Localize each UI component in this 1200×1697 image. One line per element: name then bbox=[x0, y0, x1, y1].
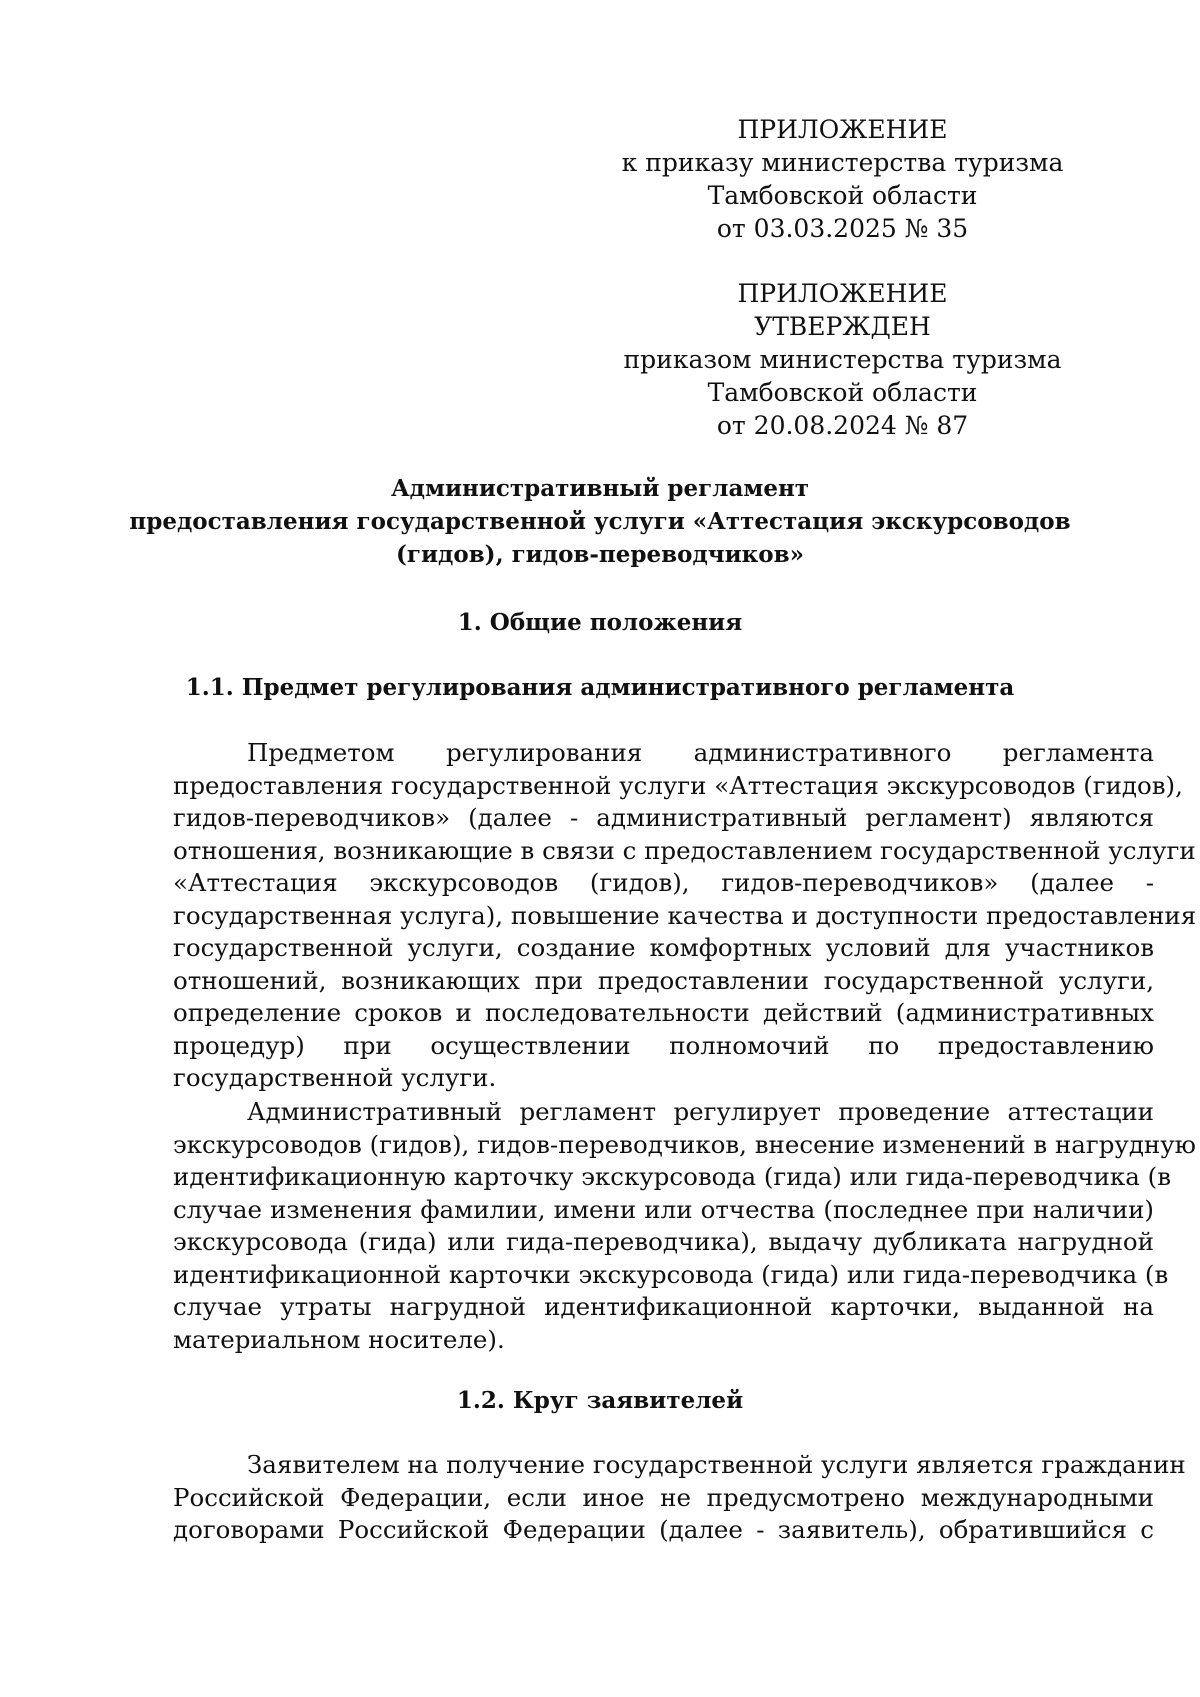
paragraph-line: материальном носителе). bbox=[173, 1324, 505, 1354]
document-title-line: Административный регламент bbox=[390, 475, 810, 502]
paragraph-line: договорами Российской Федерации (далее - заявитель), обратившийся с bbox=[173, 1515, 1154, 1544]
section-1-heading bbox=[0, 606, 1200, 639]
appendix-heading: ПРИЛОЖЕНИЕ bbox=[737, 115, 948, 144]
document-title-line: (гидов), гидов-переводчиков» bbox=[396, 541, 804, 568]
paragraph-line: Заявителем на получение государственной услуги является гражданин bbox=[247, 1450, 1186, 1479]
document-title bbox=[0, 472, 1200, 571]
paragraph-line: идентификационную карточку экскурсовода (гида) или гида-переводчика (в bbox=[173, 1162, 1171, 1191]
paragraph-line: государственная услуга), повышение качества и доступности предоставления bbox=[173, 900, 1197, 930]
section-1-title: 1. Общие положения bbox=[457, 609, 743, 636]
paragraph-line: экскурсовода (гида) или гида-переводчика), выдачу дубликата нагрудной bbox=[173, 1227, 1154, 1256]
paragraph-line: отношения, возникающие в связи с предоставлением государственной услуги bbox=[173, 835, 1196, 865]
paragraph-line: Предметом регулирования административного регламента bbox=[247, 738, 1154, 767]
section-1-1-paragraph-1 bbox=[173, 737, 1197, 1095]
approved-order-line: приказом министерства туризма bbox=[623, 345, 1062, 374]
paragraph-line: идентификационной карточки экскурсовода (гида) или гида-переводчика (в bbox=[173, 1259, 1169, 1289]
approved-label: УТВЕРЖДЕН bbox=[754, 312, 931, 341]
paragraph-line: «Аттестация экскурсоводов (гидов), гидов-переводчиков» (далее - bbox=[173, 868, 1154, 897]
paragraph-line: отношений, возникающих при предоставлении государственной услуги, bbox=[173, 965, 1154, 995]
paragraph-line: определение сроков и последовательности действий (административных bbox=[173, 998, 1154, 1027]
appendix-date-line: от 03.03.2025 № 35 bbox=[716, 214, 969, 243]
approved-appendix-heading: ПРИЛОЖЕНИЕ bbox=[737, 279, 948, 308]
approved-date-line: от 20.08.2024 № 87 bbox=[716, 411, 969, 440]
section-1-2-heading bbox=[0, 1384, 1200, 1417]
appendix-current-block bbox=[600, 113, 1085, 245]
paragraph-line: процедур) при осуществлении полномочий по предоставлению bbox=[173, 1030, 1154, 1060]
paragraph-line: Административный регламент регулирует проведение аттестации bbox=[247, 1097, 1154, 1126]
section-1-1-paragraph-2 bbox=[173, 1096, 1197, 1356]
paragraph-line: случае изменения фамилии, имени или отчества (последнее при наличии) bbox=[173, 1194, 1154, 1224]
paragraph-line: случае утраты нагрудной идентификационной карточки, выданной на bbox=[173, 1292, 1154, 1321]
section-1-2-paragraph-1 bbox=[173, 1449, 1186, 1547]
section-1-2-title: 1.2. Круг заявителей bbox=[456, 1387, 744, 1414]
section-1-1-heading bbox=[0, 671, 1200, 704]
paragraph-line: гидов-переводчиков» (далее - административный регламент) являются bbox=[173, 803, 1154, 832]
appendix-approved-block bbox=[600, 277, 1085, 442]
section-1-1-title: 1.1. Предмет регулирования административного регламента bbox=[185, 674, 1015, 701]
approved-region-line: Тамбовской области bbox=[707, 378, 978, 407]
appendix-order-line: к приказу министерства туризма bbox=[621, 148, 1064, 177]
paragraph-line: государственной услуги. bbox=[173, 1063, 497, 1092]
paragraph-line: государственной услуги, создание комфортных условий для участников bbox=[173, 933, 1154, 962]
document-title-line: предоставления государственной услуги «Аттестация экскурсоводов bbox=[129, 508, 1071, 535]
paragraph-line: Российской Федерации, если иное не предусмотрено международными bbox=[173, 1482, 1154, 1512]
paragraph-line: экскурсоводов (гидов), гидов-переводчиков, внесение изменений в нагрудную bbox=[173, 1129, 1197, 1159]
paragraph-line: предоставления государственной услуги «Аттестация экскурсоводов (гидов), bbox=[173, 770, 1183, 800]
appendix-region-line: Тамбовской области bbox=[707, 181, 978, 210]
